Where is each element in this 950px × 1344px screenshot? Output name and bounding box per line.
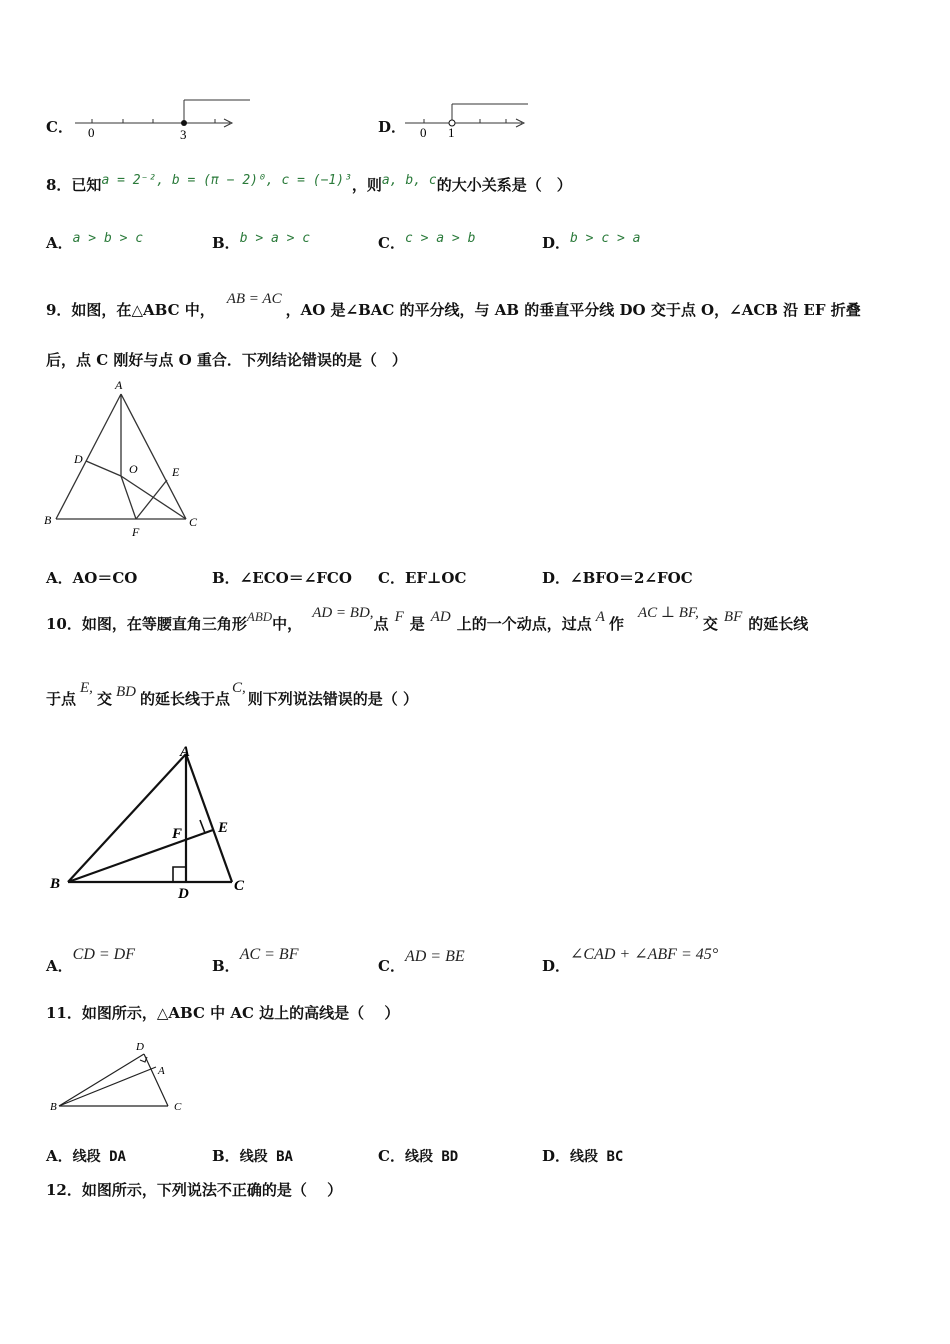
q10-text: 是 [409,615,425,633]
side-ba [59,1067,156,1106]
q8-vars: a, b, c [381,173,437,188]
option-label: C． [378,1147,405,1165]
q10-math: AD = BD, [312,605,374,621]
option-label: C． [378,957,405,975]
q10-math: A [595,609,605,625]
label-e: E [172,465,180,479]
q10-math: AD [430,609,451,625]
q9-math1: AB = AC [226,291,282,307]
label-f: F [172,826,183,842]
q10-text: 的延长线 [748,615,809,633]
option-label: D． [542,1147,571,1165]
q11-option-b [212,1145,293,1166]
option-text: 线段 BD [404,1149,459,1165]
q10-text: 点 [373,615,389,633]
q8-mid: ，则 [351,176,382,194]
label-c: C [174,1101,182,1113]
q9-figure [40,376,210,542]
q8-tail: 的大小关系是（ ） [436,176,572,194]
option-math: AC = BF [239,946,299,963]
option-label: B． [212,569,240,587]
segment-be [68,830,213,882]
q7-option-c-label: C． [46,118,73,136]
q11-option-a [46,1145,126,1166]
side-ac [186,754,232,882]
label-o: O [129,462,138,476]
side-ac [121,394,186,519]
option-text: ∠ECO＝∠FCO [239,569,352,587]
label-a: A [158,1065,165,1077]
q10-math: BF [723,609,743,625]
label-a: A [115,378,123,392]
q10-math: ABD [246,609,273,624]
q9-stem-line1 [46,291,861,320]
q12-stem: 12．如图所示，下列说法不正确的是（ ） [46,1181,343,1199]
q10-math: BD [115,684,136,700]
q8-option-a [46,232,143,253]
option-math: CD = DF [72,946,135,963]
option-text: AO＝CO [72,569,138,587]
q8-expression: a = 2⁻², b = (π − 2)⁰, c = (−1)³ [101,173,352,188]
q8-option-d [542,232,640,253]
label-c: C [234,878,245,894]
right-angle-d [173,867,186,882]
segment-bd [59,1054,144,1106]
q11-option-c [378,1145,458,1166]
q10-math: F [394,609,404,625]
option-label: B． [212,957,240,975]
label-d: D [74,452,83,466]
q10-math: C, [231,680,246,696]
option-math: b > a > c [239,231,311,246]
q8-option-b [212,232,310,253]
option-label: D． [542,569,571,587]
q10-text: 于点 [46,690,77,708]
option-label: B． [212,234,240,252]
q7-option-c-number-line [70,95,260,145]
tick-label-1: 1 [448,125,455,140]
q9-stem-line2: 后，点 C 刚好与点 O 重合．下列结论错误的是（ ） [46,351,407,369]
option-label: D． [542,234,571,252]
q9-option-d [542,567,693,588]
q7-option-d-label: D． [378,118,407,136]
q10-text: 中， [272,615,303,633]
q10-text: 交 [702,615,718,633]
q10-text: 交 [96,690,112,708]
segment-of [121,476,136,519]
label-c: C [189,515,198,529]
q10-text: 10．如图，在等腰直角三角形 [46,615,247,633]
q10-text: 则下列说法错误的是（ ） [247,690,418,708]
q10-stem-line1 [46,605,809,634]
tick-label-0: 0 [420,125,427,140]
q9-part1: 9．如图，在△ABC 中， [46,301,215,319]
label-b: B [50,1101,57,1113]
q10-math: E, [80,680,93,696]
option-math: b > c > a [570,231,641,246]
option-label: A． [46,569,73,587]
option-label: A． [46,957,73,975]
q11-option-d [542,1145,623,1166]
label-b: B [50,876,61,892]
q9-part2: ，AO 是∠BAC 的平分线，与 AB 的垂直平分线 DO 交于点 O，∠ACB 沿 EF 折叠 [285,301,861,319]
side-ab [56,394,121,519]
q10-math: AC ⊥ BF, [637,605,699,621]
tick-label-0: 0 [88,125,95,140]
q11-stem: 11．如图所示，△ABC 中 AC 边上的高线是（ ） [46,1004,400,1022]
option-math: ∠CAD + ∠ABF = 45° [570,946,719,963]
option-text: 线段 BC [570,1149,624,1165]
side-ab [68,754,186,882]
option-label: A． [46,234,73,252]
option-text: ∠BFO＝2∠FOC [570,569,693,587]
label-a: A [180,744,191,760]
q10-option-a [46,946,135,976]
segment-dc [144,1054,168,1106]
q8-stem [46,174,572,195]
option-label: C． [378,234,405,252]
q10-option-b [212,946,299,976]
option-math: c > a > b [404,231,476,246]
label-d: D [178,886,189,902]
q10-stem-line2 [46,680,418,709]
option-label: D． [542,957,571,975]
option-math: a > b > c [72,231,144,246]
tick-label-3: 3 [180,127,187,142]
q10-text: 上的一个动点，过点 [456,615,592,633]
label-d: D [136,1041,144,1053]
q10-figure [46,742,256,902]
q10-text: 作 [608,615,624,633]
label-b: B [44,513,52,527]
q9-option-b [212,567,352,588]
q10-option-c [378,948,465,976]
option-text: EF⊥OC [404,569,467,587]
option-label: B． [212,1147,240,1165]
q8-option-c [378,232,475,253]
option-label: A． [46,1147,73,1165]
q11-figure [46,1036,196,1116]
label-e: E [218,820,229,836]
q9-option-a [46,567,137,588]
label-f: F [132,525,140,539]
q9-option-c [378,567,466,588]
option-math: AD = BE [404,948,465,965]
q8-number: 8．已知 [46,176,102,194]
option-text: 线段 BA [239,1149,293,1165]
closed-dot [181,120,187,126]
option-text: 线段 DA [72,1149,126,1165]
option-label: C． [378,569,405,587]
segment-fe [136,480,167,519]
q10-option-d [542,946,719,976]
segment-do [86,461,121,476]
q10-text: 的延长线于点 [139,690,230,708]
q7-option-d-number-line [400,95,540,145]
